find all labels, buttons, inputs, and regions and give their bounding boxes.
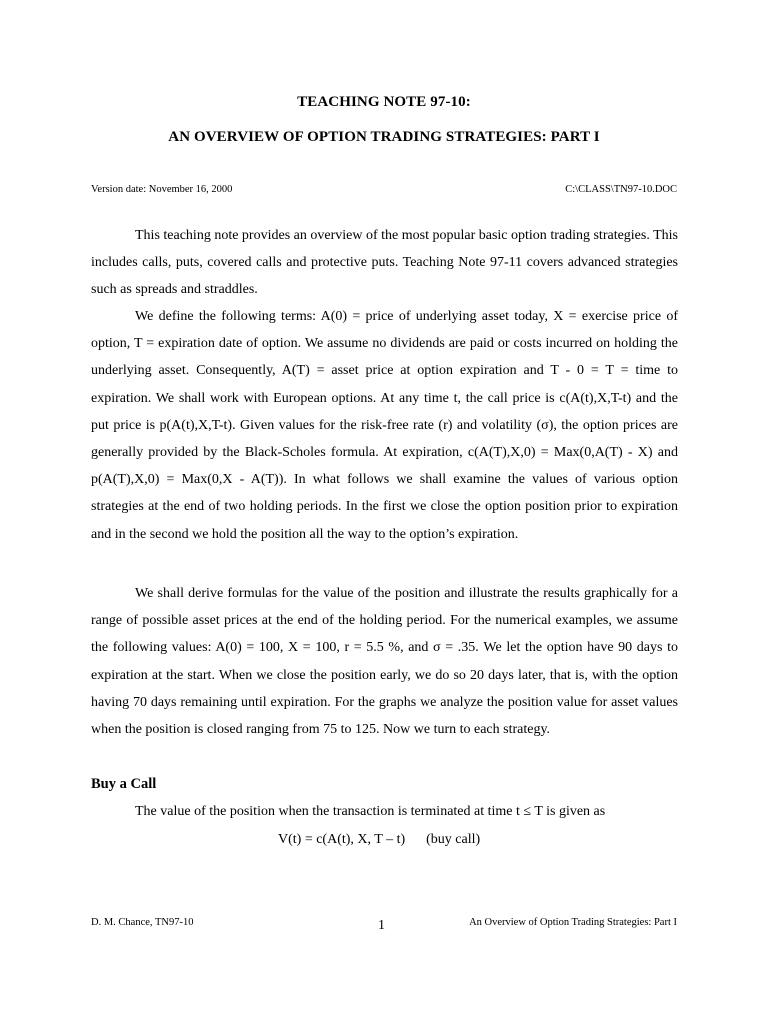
section-heading: Buy a Call xyxy=(91,776,157,792)
paragraph-text: This teaching note provides an overview of the most popular basic option trading strategies. This includes calls, puts, covered calls and protective puts. Teaching Note 97-11 covers advanced strategies such as spreads and straddles. xyxy=(91,228,678,298)
paragraph-text: We shall derive formulas for the value of the position and illustrate the results graphically for a range of possible asset prices at the end of the holding period. For the numerical examples, we assume the following values: A(0) = 100, X = 100, r = 5.5 %, and σ = .35. We let the option have 90 days to expiration at the start. When we close the position early, we do so 20 days later, that is, with the option having 70 days remaining until expiration. For the graphs we analyze the position value for asset values when the position is closed ranging from 75 to 125. Now we turn to each strategy. xyxy=(91,586,678,738)
file-path: C:\CLASS\TN97-10.DOC xyxy=(565,184,677,195)
paragraph-text: We define the following terms: A(0) = price of underlying asset today, X = exercise price of option, T = expiration date of option. We assume no dividends are paid or costs incurred on holding the underlying asset. Consequently, A(T) = asset price at option expiration and T - 0 = T = time to expiration. We shall work with European options. At any time t, the call price is c(A(t),X,T-t) and the put price is p(A(t),X,T-t). Given values for the risk-free rate (r) and volatility (σ), the option prices are generally provided by the Black-Scholes formula. At expiration, c(A(T),X,0) = Max(0,A(T) - X) and p(A(T),X,0) = Max(0,X - A(T)). In what follows we shall examine the values of various option strategies at the end of two holding periods. In the first we close the option position prior to expiration and in the second we hold the position all the way to the option’s expiration. xyxy=(91,309,678,542)
version-date: Version date: November 16, 2000 xyxy=(91,184,233,195)
footer-author: D. M. Chance, TN97-10 xyxy=(91,917,194,928)
formula: V(t) = c(A(t), X, T – t) (buy call) xyxy=(278,832,481,847)
section-paragraph: The value of the position when the transaction is terminated at time t ≤ T is given as xyxy=(135,804,606,819)
document-title-line-1: TEACHING NOTE 97-10: xyxy=(297,94,471,110)
footer-title: An Overview of Option Trading Strategies: Part I xyxy=(469,917,677,928)
paragraph-assumptions xyxy=(91,580,678,743)
document-title-line-2: AN OVERVIEW OF OPTION TRADING STRATEGIES: PART I xyxy=(168,129,600,145)
paragraph-definitions xyxy=(91,303,678,548)
paragraph-intro xyxy=(91,222,678,304)
page-number: 1 xyxy=(378,918,385,933)
